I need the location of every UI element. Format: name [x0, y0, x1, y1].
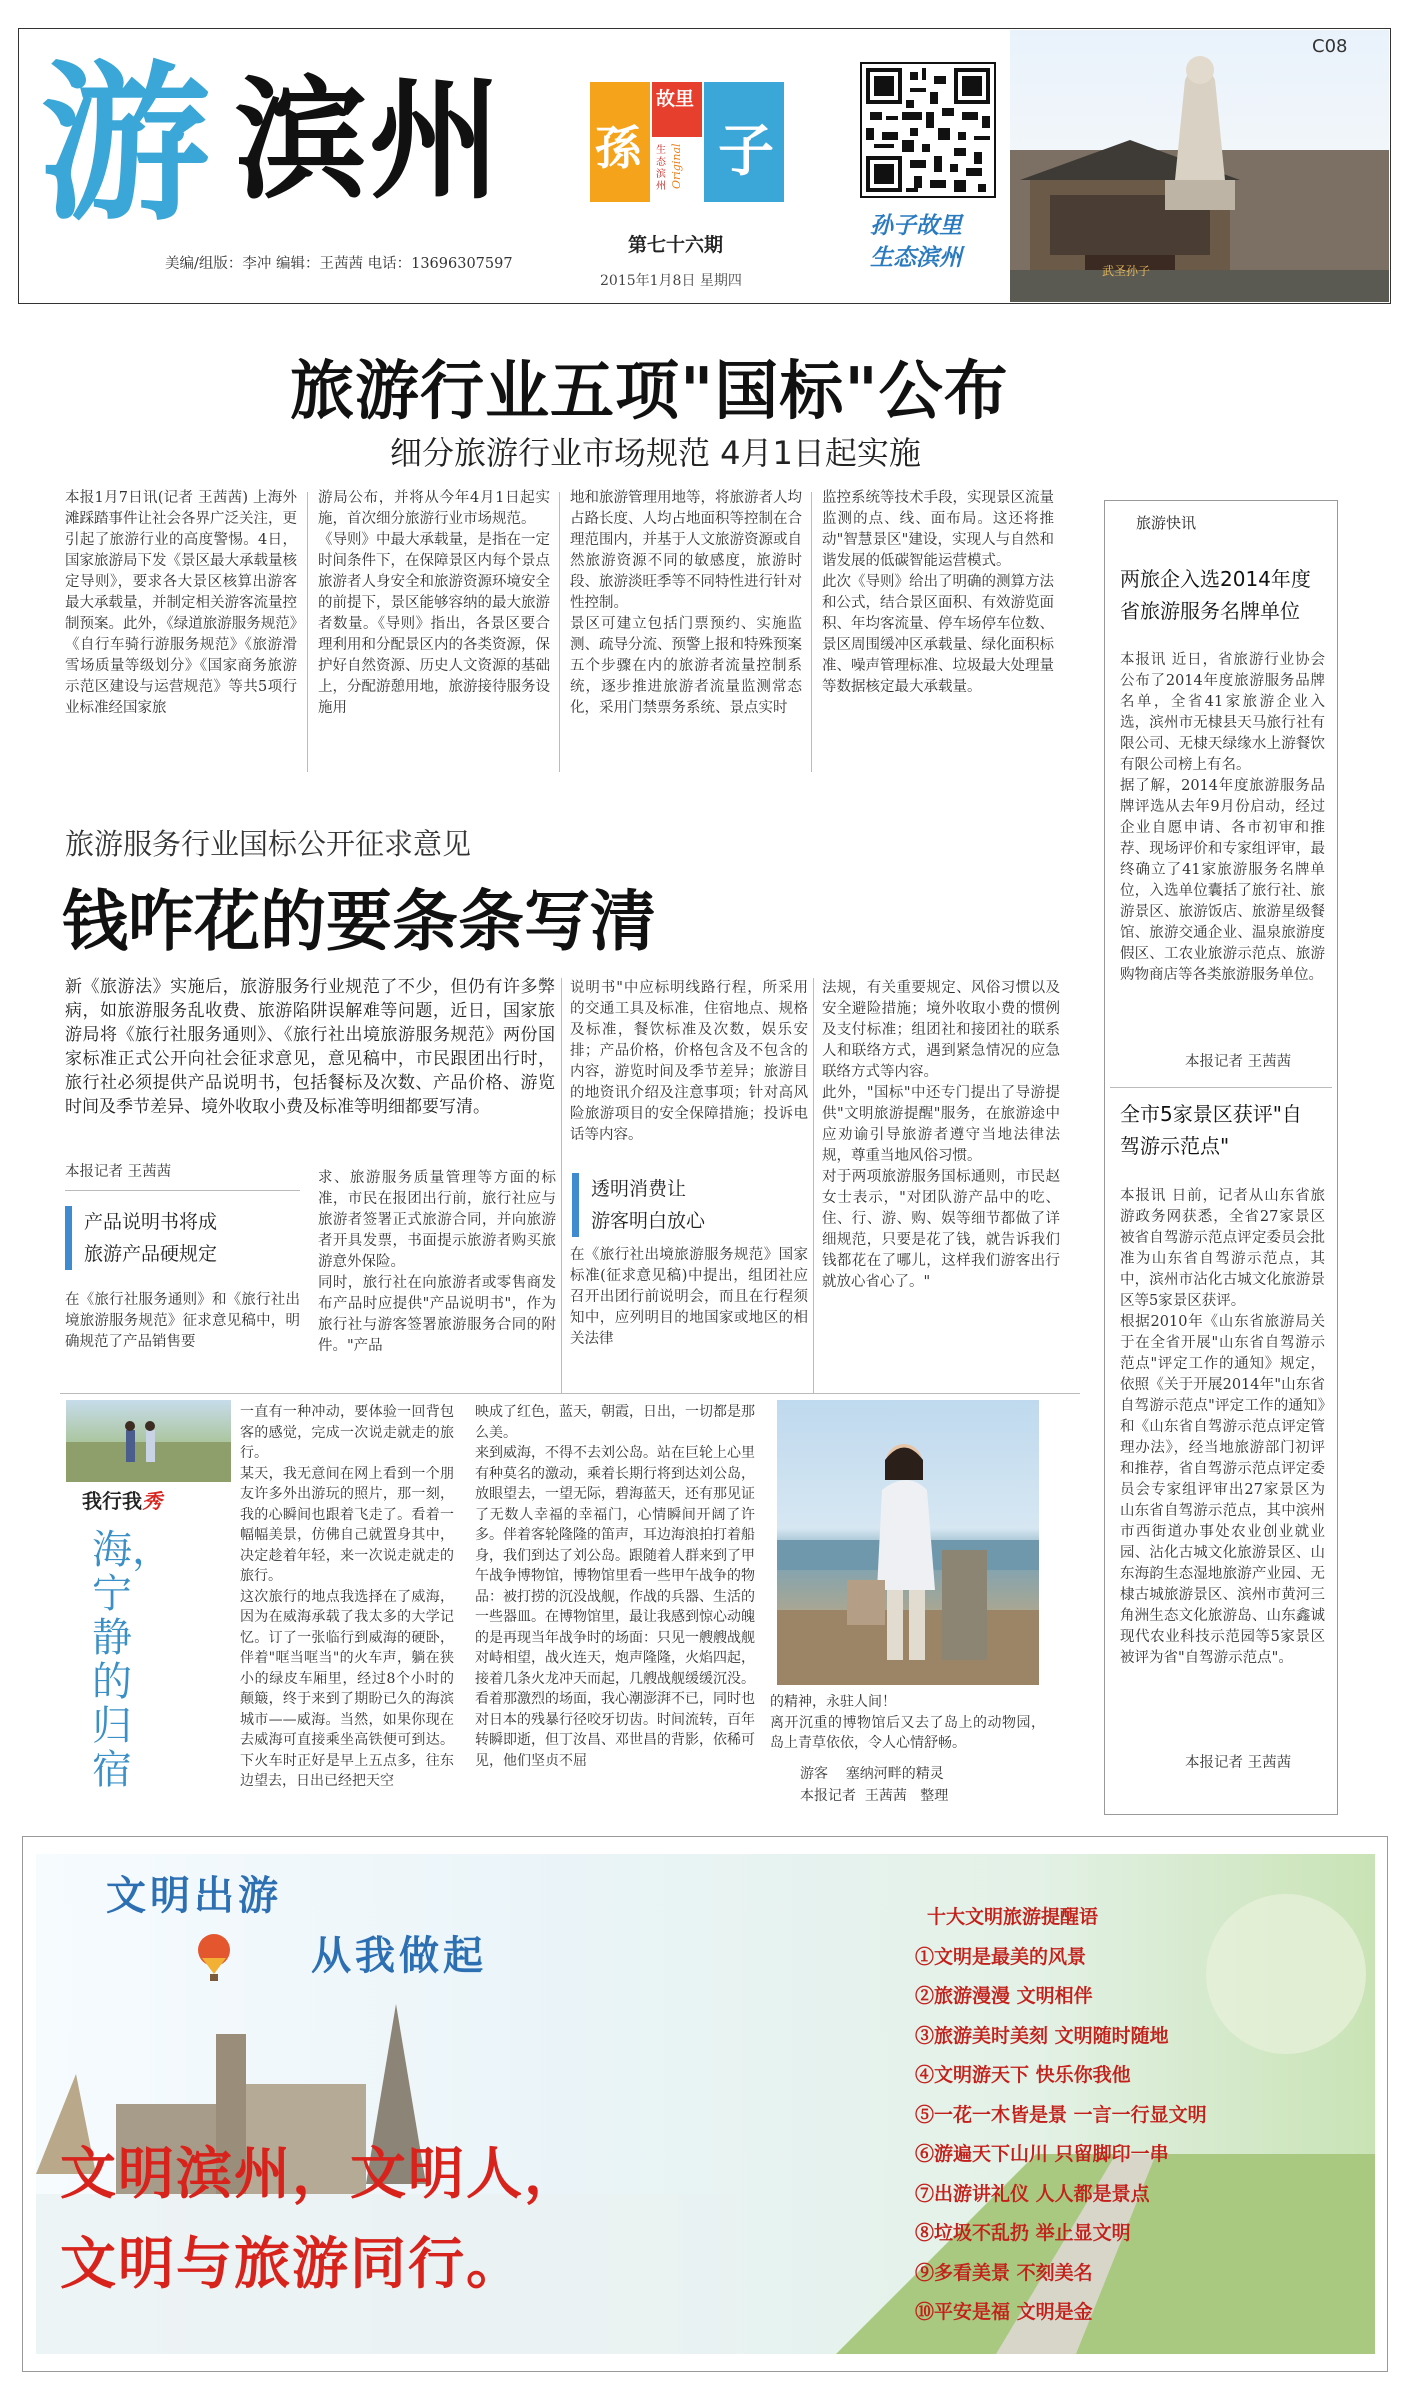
- travel-credit2: 本报记者 王茜茜 整理: [800, 1788, 949, 1804]
- sidebar-title: 旅游快讯: [1130, 512, 1202, 533]
- travel-column-tag: [82, 1485, 162, 1514]
- list-item: ①文明是最美的风景: [915, 1945, 1087, 1968]
- article2-col2: 求、旅游服务质量管理等方面的标准，市民在报团出行前，旅行社应与旅游者签署正式旅游合同，并向旅游者开具发票，书面提示旅游者购买旅游意外保险。 同时，旅行社在向旅游者或零售商发布产品时应提供"产品说明书"，作为旅行社与游客签署旅游服务合同的附件。"产品: [318, 1170, 556, 1354]
- banner-slogan-line1: 文明滨州，文明人，: [60, 2142, 582, 2207]
- reminder-list-title: 十大文明旅游提醒语: [927, 1906, 1099, 1928]
- section2-kicker: 旅游服务行业国标公开征求意见: [65, 827, 472, 861]
- travel-col1: 一直有一种冲动，要体验一回背包客的感觉，完成一次说走就走的旅行。 某天，我无意间在网上看到一个朋友许多外出游玩的照片，那一刻，我的心瞬间也跟着飞走了。看着一幅幅美景，仿佛自己就置身其中，决定趁着年轻，来一次说走就走的旅行。 这次旅行的地点我选择在了威海，因为在威海承载了我太多的大学记忆。订了一张临行到威海的硬卧，伴着"哐当哐当"的火车声，躺在狭小的绿皮车厢里，经过8个小时的颠簸，终于来到了期盼已久的海滨城市——威海。当然，如果你现在去威海可直接乘坐高铁便可到达。下火车时正好是早上五点多，往东边望去，日出已经把天空: [240, 1404, 454, 1789]
- subhead2-line2: 游客明白放心: [591, 1210, 706, 1232]
- article2-subhead1: [65, 1206, 217, 1270]
- sidebar-item2-body: 本报讯 日前，记者从山东省旅游政务网获悉，全省27家景区被省自驾游示范点评定委员会批准为山东省自驾游示范点，其中，滨州市沾化古城文化旅游景区等5家景区获评。 根据2010年《山东省旅游局关于在全省开展"山东省自驾游示范点"评定工作的通知》规定，依照《关于开展2014年"山东省自驾游示范点"评定工作的通知》和《山东省自驾游示范点评定管理办法》，经当地旅游部门初评和推荐，省自驾游示范点评定委员会专家组评审出27家景区为山东省自驾游示范点，其中滨州市西街道办事处农业创业就业园、沾化古城文化旅游景区、山东海韵生态湿地旅游产业园、无棣古城旅游景区、滨州市黄河三角洲生态文化旅游岛、山东鑫诚现代农业科技示范园等5家景区被评为省"自驾游示范点"。: [1120, 1188, 1325, 1666]
- list-item: ⑩平安是福 文明是金: [915, 2301, 1093, 2323]
- sunzi-seal-logo: [590, 77, 785, 212]
- divider: [65, 1190, 300, 1191]
- qr-code[interactable]: [860, 62, 996, 198]
- sidebar-item2-byline: 本报记者 王茜茜: [1185, 1755, 1292, 1771]
- divider: [1110, 1087, 1332, 1088]
- article1-col2: 游局公布，并将从今年4月1日起实施，首次细分旅游行业市场规范。 《导则》中最大承载量，是指在一定时间条件下，在保障景区内每个景点旅游者人身安全和旅游资源环境安全的前提下，景区能够容纳的最大旅游者数量。《导则》指出，各景区要合理利用和分配景区内的各类资源，保护好自然资源、历史人文资源的基础上，分配游憩用地，旅游接待服务设施用: [318, 490, 550, 716]
- logo-you: 游: [40, 46, 205, 244]
- banner-slogan: [60, 2130, 582, 2310]
- sidebar-item2-title: 全市5家景区获评"自驾游示范点": [1120, 1102, 1302, 1158]
- sidebar-item1-title: 两旅企入选2014年度省旅游服务名牌单位: [1120, 567, 1311, 623]
- article1-col1: 本报1月7日讯(记者 王茜茜) 上海外滩踩踏事件让社会各界广泛关注，更引起了旅游行业的高度警惕。4日，国家旅游局下发《景区最大承载量核定导则》，要求各大景区核算出游客最大承载量，并制定相关游客流量控制预案。此外，《绿道旅游服务规范》《自行车骑行游服务规范》《旅游滑雪场质量等级划分》《国家商务旅游示范区建设与运营规范》等共5项行业标准经国家旅: [65, 490, 297, 716]
- header-slogan: [870, 210, 962, 274]
- list-item: ③旅游美时美刻 文明随时随地: [915, 2024, 1169, 2047]
- article2-subhead2: [572, 1173, 705, 1237]
- list-item: ②旅游漫漫 文明相伴: [915, 1985, 1093, 2007]
- section2-title: 钱咋花的要条条写清: [62, 883, 656, 960]
- sidebar-item1-body: 本报讯 近日，省旅游行业协会公布了2014年度旅游服务品牌名单，全省41家旅游企业入选，滨州市无棣县天马旅行社有限公司、无棣天绿缘水上游餐饮有限公司榜上有名。 据了解，2014年度旅游服务品牌评选从去年9月份启动，经过企业自愿申请、各市初审和推荐、现场评价和专家组评审，最终确立了41家旅游服务名牌单位，入选单位囊括了旅行社、旅游景区、旅游饭店、旅游星级餐馆、旅游交通企业、温泉旅游度假区、工农业旅游示范点、旅游购物商店等各类旅游服务单位。: [1120, 652, 1325, 983]
- travel-col3: 的精神，永驻人间！ 离开沉重的博物馆后又去了岛上的动物园，岛上青草依依，令人心情舒畅。: [770, 1694, 1045, 1751]
- travel-photo: [66, 1400, 231, 1482]
- article2-lead: 新《旅游法》实施后，旅游服务行业规范了不少，但仍有许多弊病，如旅游服务乱收费、旅游陷阱误解难等问题，近日，国家旅游局将《旅行社服务通则》、《旅行社出境旅游服务规范》两份国家标准正式公开向社会征求意见，意见稿中，市民跟团出行时，旅行社必须提供产品说明书，包括餐标及次数、产品价格、游览时间及季节差异、境外收取小费及标准等明细都要写清。: [65, 977, 555, 1117]
- article1-col4: 监控系统等技术手段，实现景区流量监测的点、线、面布局。这还将推动"智慧景区"建设，实现人与自然和谐发展的低碳智能运营模式。 此次《导则》给出了明确的测算方法和公式，结合景区面积、有效游览面积、年均客流量、停车场停车位数、景区周围缓冲区承载量、绿化面积标准、噪声管理标准、垃圾最大处理量等数据核定最大承载量。: [822, 490, 1054, 695]
- article2-col1: 在《旅行社服务通则》和《旅行社出境旅游服务规范》征求意见稿中，明确规范了产品销售要: [65, 1292, 300, 1350]
- banner-title-part1: 文明出游: [106, 1873, 282, 1919]
- staff-credits: 美编/组版：李冲 编辑：王茜茜 电话：13696307597: [165, 256, 513, 272]
- travel-col2: 映成了红色，蓝天，朝霞，日出，一切都是那么美。 来到威海，不得不去刘公岛。站在巨轮上心里有种莫名的激动，乘着长期行将到达刘公岛，放眼望去，一望无际，碧海蓝天，还有那见证了无数人幸福的幸福门，心情瞬间开阔了许多。伴着客轮隆隆的笛声，耳边海浪拍打着船身，我们到达了刘公岛。跟随着人群来到了甲午战争博物馆，博物馆里看一些甲午战争的物品：被打捞的沉没战舰，作战的兵器、生活的一些器皿。在博物馆里，最让我感到惊心动魄的是再现当年战争时的场面：只见一艘艘战舰对峙相望，战火连天，炮声隆隆，火焰四起，接着几条火龙冲天而起，几艘战舰缓缓沉没。看着那激烈的场面，我心潮澎湃不已，同时也对日本的残暴行径咬牙切齿。时间流转，百年转瞬即逝，但丁汝昌、邓世昌的背影，依稀可见，他们坚贞不屈: [475, 1404, 755, 1769]
- article2-col4: 法规，有关重要规定、风俗习惯以及安全避险措施；境外收取小费的惯例及支付标准；组团社和接团社的联系人和联络方式，遇到紧急情况的应急联络方式等内容。 此外，"国标"中还专门提出了导游提供"文明旅游提醒"服务，在旅游途中应劝谕引导旅游者遵守当地法律法规，尊重当地风俗习惯。 对于两项旅游服务国标通则，市民赵女士表示，"对团队游产品中的吃、住、行、游、购、娱等细节都做了详细规范，只要是花了钱，就告诉我们钱都花在了哪儿，这样我们游客出行就放心省心了。": [822, 980, 1060, 1290]
- reminder-list: [915, 1898, 1207, 2333]
- page-code: C08: [1312, 36, 1348, 57]
- subhead2-line1: 透明消费让: [591, 1178, 687, 1200]
- seal-right-char: 子: [718, 119, 774, 184]
- article2-col3b: 在《旅行社出境旅游服务规范》国家标准(征求意见稿)中提出，组团社应召开出团行前说明会，而且在行程须知中，应列明目的地国家或地区的相关法律: [570, 1247, 808, 1347]
- hot-air-balloon-icon: [196, 1934, 232, 1988]
- list-item: ⑤一花一木皆是景 一言一行显文明: [915, 2103, 1207, 2126]
- seal-en-text: Original: [670, 143, 683, 189]
- travel-title: 海，宁静的归宿: [92, 1527, 172, 1793]
- statue-sign: 武圣孙子: [1102, 264, 1151, 278]
- seal-top-text: 故里: [656, 88, 695, 110]
- divider: [561, 978, 562, 1393]
- list-item: ⑨多看美景 不刻美名: [915, 2261, 1093, 2284]
- divider: [60, 1393, 1080, 1394]
- slogan-line1: 孙子故里: [870, 212, 962, 239]
- article2-byline: 本报记者 王茜茜: [65, 1164, 172, 1180]
- tag-prefix: 我行我: [82, 1489, 142, 1513]
- divider: [559, 492, 560, 772]
- list-item: ⑦出游讲礼仪 人人都是景点: [915, 2182, 1150, 2205]
- logo-binzhou: 滨州: [235, 64, 503, 218]
- list-item: ④文明游天下 快乐你我他: [915, 2064, 1131, 2086]
- divider: [813, 978, 814, 1393]
- seal-side-text: 生态滨州: [656, 145, 666, 192]
- slogan-line2: 生态滨州: [870, 244, 962, 271]
- page-title: 旅游行业五项"国标"公布: [290, 355, 1009, 429]
- list-item: ⑥游遍天下山川 只留脚印一串: [915, 2143, 1169, 2165]
- divider: [307, 492, 308, 772]
- traveler-photo: [777, 1400, 1039, 1685]
- divider: [811, 492, 812, 772]
- sunzi-statue-photo: [1010, 30, 1389, 302]
- list-item: ⑧垃圾不乱扔 举止显文明: [915, 2222, 1131, 2244]
- page-subtitle: 细分旅游行业市场规范 4月1日起实施: [390, 434, 921, 472]
- subhead1-line1: 产品说明书将成: [84, 1211, 218, 1233]
- sidebar-item1-byline: 本报记者 王茜茜: [1185, 1054, 1292, 1070]
- issue-date: 2015年1月8日 星期四: [600, 273, 742, 289]
- subhead1-line2: 旅游产品硬规定: [84, 1243, 218, 1265]
- issue-number: 第七十六期: [628, 234, 724, 256]
- travel-credit1: 游客 塞纳河畔的精灵: [800, 1766, 944, 1782]
- article1-col3: 地和旅游管理用地等，将旅游者人均占路长度、人均占地面积等控制在合理范围内，并基于人文旅游资源或自然旅游资源不同的敏感度，旅游时段、旅游淡旺季等不同特性进行针对性控制。 景区可建立包括门票预约、实施监测、疏导分流、预警上报和特殊预案五个步骤在内的旅游者流量控制系统，逐步推进旅游者流量监测常态化，采用门禁票务系统、景点实时: [570, 490, 802, 716]
- tag-suffix: 秀: [142, 1489, 162, 1513]
- article2-col3: 说明书"中应标明线路行程，所采用的交通工具及标准，住宿地点、规格及标准，餐饮标准及次数，娱乐安排；产品价格，价格包含及不包含的内容，游览时间及季节差异；旅游目的地资讯介绍及注意事项；针对高风险旅游项目的安全保障措施；投诉电话等内容。: [570, 980, 808, 1143]
- banner-title-part2: 从我做起: [311, 1933, 487, 1979]
- banner-slogan-line2: 文明与旅游同行。: [60, 2232, 524, 2297]
- seal-left-char: 孫: [595, 121, 641, 175]
